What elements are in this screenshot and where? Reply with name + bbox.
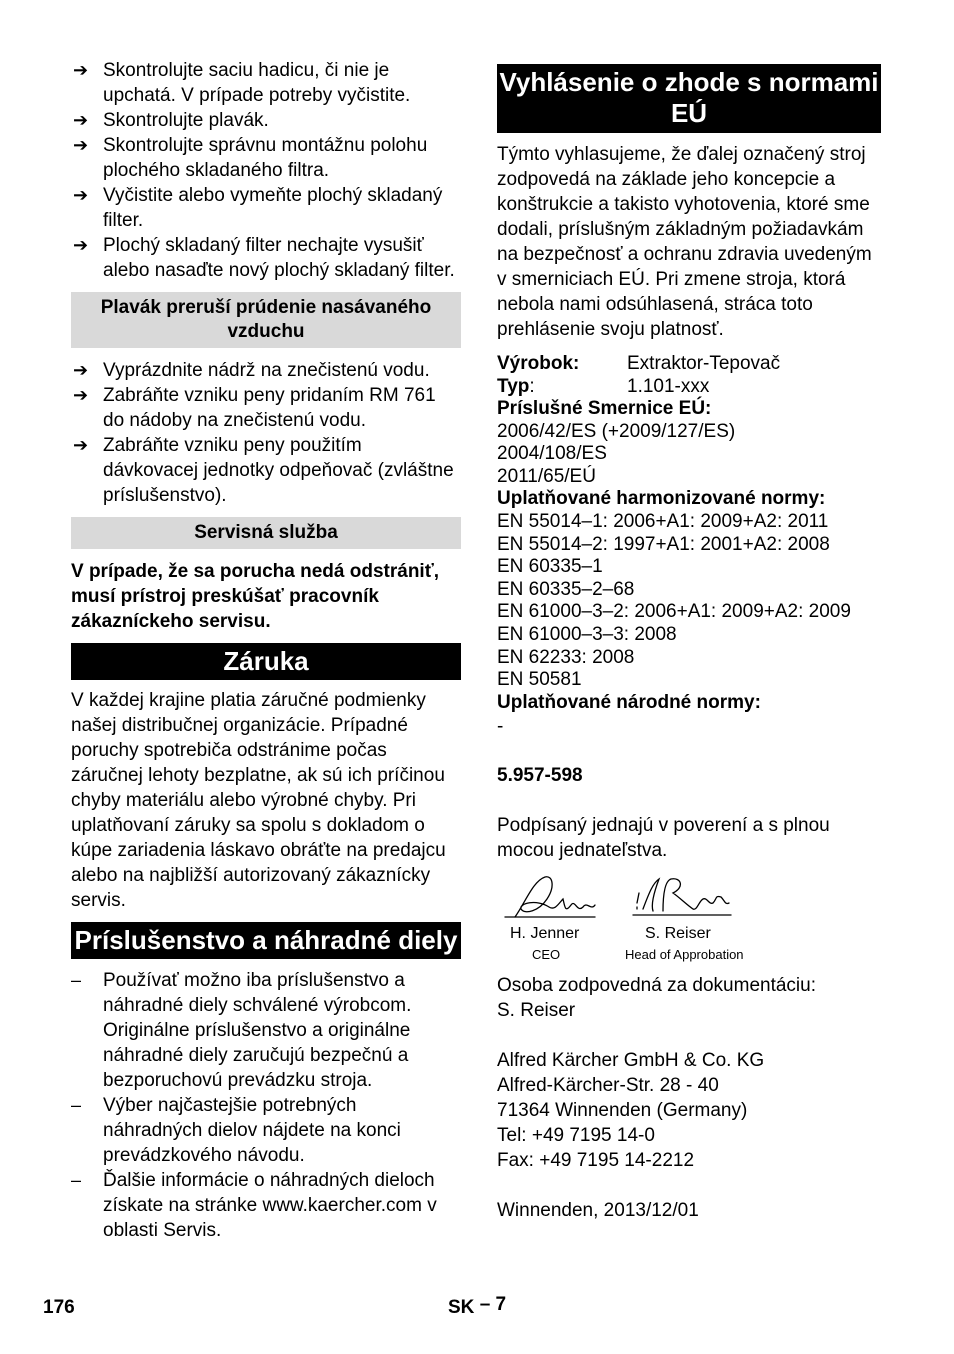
right-column [497,64,881,1223]
list-item: ➔ Plochý skladaný filter nechajte vysušiť alebo nasaďte nový plochý skladaný filter. [73,235,455,281]
norm-item: EN 60335–2–68 [497,578,635,600]
signed-text: Podpísaný jednajú v poverení a s plnou mocou jednateľstva. [497,814,830,861]
arrow-icon: ➔ [73,185,89,205]
harmonized-label: Uplatňované harmonizované normy: [497,488,826,510]
norm-item: EN 61000–3–2: 2006+A1: 2009+A2: 2009 [497,601,851,623]
place-date: Winnenden, 2013/12/01 [497,1199,699,1221]
norm-item: EN 61000–3–3: 2008 [497,623,677,645]
arrow-icon: ➔ [73,110,89,130]
warranty-text: V každej krajine platia záručné podmienky našej distribučnej organizácie. Prípadné poruchy spotrebiča odstránime počas záručnej lehoty bezplatne, ak sú ich príčinou chyby materiálu alebo výrobné chyby. Pri uplatňovaní záruky sa spolu s dokladom o kúpe zariadenia láskavo obráťte na predajcu alebo na najbližší autorizovaný zákaznícky servis. [71,690,446,911]
arrow-icon: ➔ [73,435,89,455]
product-row: Výrobok: Extraktor-Tepovač [497,353,781,374]
national-value: - [497,716,504,738]
directives-label: Príslušné Smernice EÚ: [497,398,712,419]
subheading-service: Servisná služba [71,517,461,549]
dash-icon: – [71,1095,82,1115]
directive-item: 2006/42/ES (+2009/127/ES) [497,420,736,442]
checklist-float [71,358,461,508]
signer-1-name: H. Jenner [510,924,580,942]
footer-section [448,1294,507,1319]
list-item: ➔ Zabráňte vzniku peny pridaním RM 761 do nádoby na znečistenú vodu. [73,385,436,431]
left-column [71,58,461,1243]
list-item: ➔ Skontrolujte saciu hadicu, či nie je upchatá. V prípade potreby vyčistite. [73,60,411,106]
signature-block [497,873,881,965]
heading-warranty: Záruka [71,643,461,680]
list-item: ➔ Skontrolujte správnu montážnu polohu plochého skladaného filtra. [73,135,428,181]
arrow-icon: ➔ [73,360,89,380]
document-number: 5.957-598 [497,764,583,786]
company-address: Alfred Kärcher GmbH & Co. KG Alfred-Kärcher-Str. 28 - 40 71364 Winnenden (Germany) Tel: +49 7195 14-0 Fax: +49 7195 14-2212 [497,1049,765,1171]
list-item: – Používať možno iba príslušenstvo a náhradné diely schválené výrobcom. Originálne príslušenstvo a originálne náhradné diely zaručujú bezpečnú a bezporuchovú prevádzku stroja. [71,970,412,1091]
section-number: – 7 [479,1294,507,1315]
service-text: V prípade, že sa porucha nedá odstrániť, musí prístroj preskúšať pracovník zákazníckeho servisu. [71,561,440,632]
accessories-list [71,968,461,1243]
norm-item: EN 55014–2: 1997+A1: 2001+A2: 2008 [497,533,830,555]
norm-item: EN 62233: 2008 [497,646,635,668]
national-label: Uplatňované národné normy: [497,691,761,713]
language-code: SK [448,1297,475,1318]
subheading-float: Plavák preruší prúdenie nasávaného vzduchu [71,292,461,348]
arrow-icon: ➔ [73,135,89,155]
list-item: ➔ Vyčistite alebo vymeňte plochý skladaný filter. [73,185,443,231]
dash-icon: – [71,970,82,990]
signer-2-name: S. Reiser [645,924,711,942]
list-item: – Ďalšie informácie o náhradných dieloch získate na stránke www.kaercher.com v oblasti Servis. [71,1170,437,1241]
declaration-intro: Týmto vyhlasujeme, že ďalej označený stroj zodpovedá na základe jeho koncepcie a konštrukcie a takisto vyhotovenia, ktoré sme dodali, príslušným základným požiadavkám na bezpečnosť a ochranu zdravia uvedeným v smerniciach EÚ. Pri zmene stroja, ktorá nebola nami odsúhlasená, stráca toto prehlásenie svoju platnosť. [497,144,872,340]
list-item: ➔ Skontrolujte plavák. [73,110,269,131]
directive-item: 2011/65/EÚ [497,465,596,487]
arrow-icon: ➔ [73,235,89,255]
dash-icon: – [71,1170,82,1190]
signer-1-role: CEO [532,946,561,962]
heading-declaration: Vyhlásenie o zhode s normami EÚ [497,64,881,133]
doc-responsible-name: S. Reiser [497,999,576,1021]
type-row: Typ: 1.101-xxx [497,376,710,397]
signature-image [503,873,763,925]
directive-item: 2004/108/ES [497,443,607,465]
checklist-top [71,58,461,283]
list-item: – Výber najčastejšie potrebných náhradných dielov nájdete na konci prevádzkového návodu. [71,1095,401,1166]
arrow-icon: ➔ [73,60,89,80]
norm-item: EN 50581 [497,669,582,691]
arrow-icon: ➔ [73,385,89,405]
doc-responsible-label: Osoba zodpovedná za dokumentáciu: [497,974,816,996]
list-item: ➔ Zabráňte vzniku peny použitím dávkovacej jednotky odpeňovač (zvláštne príslušenstvo). [73,435,454,506]
norm-item: EN 55014–1: 2006+A1: 2009+A2: 2011 [497,510,829,532]
signer-2-role: Head of Approbation [625,946,744,962]
list-item: ➔ Vyprázdnite nádrž na znečistenú vodu. [73,360,430,381]
heading-accessories: Príslušenstvo a náhradné diely [71,922,461,959]
page-number: 176 [43,1297,75,1318]
norm-item: EN 60335–1 [497,556,603,578]
